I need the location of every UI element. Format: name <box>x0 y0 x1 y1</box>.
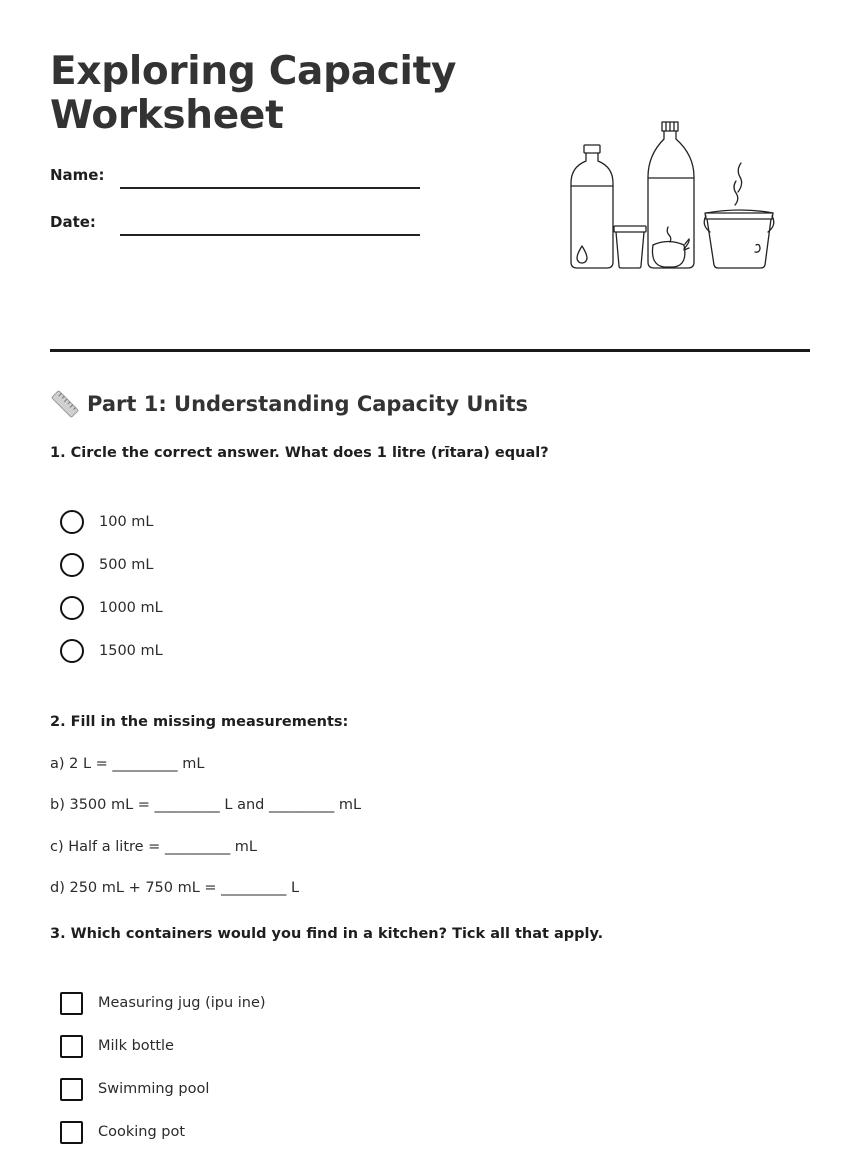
q3-option[interactable] <box>60 1034 174 1058</box>
radio-circle[interactable] <box>60 639 84 663</box>
worksheet-title: Exploring Capacity Worksheet <box>50 49 457 138</box>
name-field[interactable] <box>120 187 420 189</box>
q3-option-label: Milk bottle <box>98 1038 174 1054</box>
q1-option[interactable] <box>60 553 154 577</box>
cooking-pot-icon <box>704 210 774 268</box>
q1-option-label: 100 mL <box>99 514 154 530</box>
checkbox[interactable] <box>60 992 83 1015</box>
checkbox[interactable] <box>60 1078 83 1101</box>
q2-item-c[interactable]: c) Half a litre = _________ mL <box>50 839 258 855</box>
date-label: Date: <box>50 213 96 231</box>
ruler-icon <box>50 389 80 419</box>
steam-icon <box>734 163 742 205</box>
q1-option-label: 500 mL <box>99 557 154 573</box>
q2-item-d[interactable]: d) 250 mL + 750 mL = _________ L <box>50 880 300 896</box>
q3-prompt: 3. Which containers would you find in a kitchen? Tick all that apply. <box>50 926 604 942</box>
q3-option-label: Cooking pot <box>98 1124 186 1140</box>
q3-option[interactable] <box>60 1120 185 1144</box>
checkbox[interactable] <box>60 1121 83 1144</box>
capacity-containers-illustration <box>560 115 785 275</box>
q3-option[interactable] <box>60 991 266 1015</box>
radio-circle[interactable] <box>60 553 84 577</box>
q1-option-label: 1500 mL <box>99 643 163 659</box>
part1-heading: Part 1: Understanding Capacity Units <box>87 392 529 416</box>
q1-option[interactable] <box>60 596 163 620</box>
q2-prompt: 2. Fill in the missing measurements: <box>50 714 349 730</box>
teapot-icon <box>652 227 689 267</box>
q3-option[interactable] <box>60 1077 209 1101</box>
water-bottle-icon <box>571 145 613 268</box>
q3-option-label: Swimming pool <box>98 1081 210 1097</box>
checkbox[interactable] <box>60 1035 83 1058</box>
q1-prompt: 1. Circle the correct answer. What does 1 litre (rītara) equal? <box>50 445 549 461</box>
q3-option-label: Measuring jug (ipu ine) <box>98 995 266 1011</box>
radio-circle[interactable] <box>60 596 84 620</box>
q2-item-a[interactable]: a) 2 L = _________ mL <box>50 756 205 772</box>
q1-option-label: 1000 mL <box>99 600 163 616</box>
date-field[interactable] <box>120 234 420 236</box>
part1-header <box>50 389 528 419</box>
q1-option[interactable] <box>60 639 163 663</box>
q1-option[interactable] <box>60 510 154 534</box>
radio-circle[interactable] <box>60 510 84 534</box>
q2-item-b[interactable]: b) 3500 mL = _________ L and _________ mL <box>50 797 362 813</box>
section-divider <box>50 349 810 352</box>
name-label: Name: <box>50 166 105 184</box>
cup-icon <box>614 226 646 268</box>
